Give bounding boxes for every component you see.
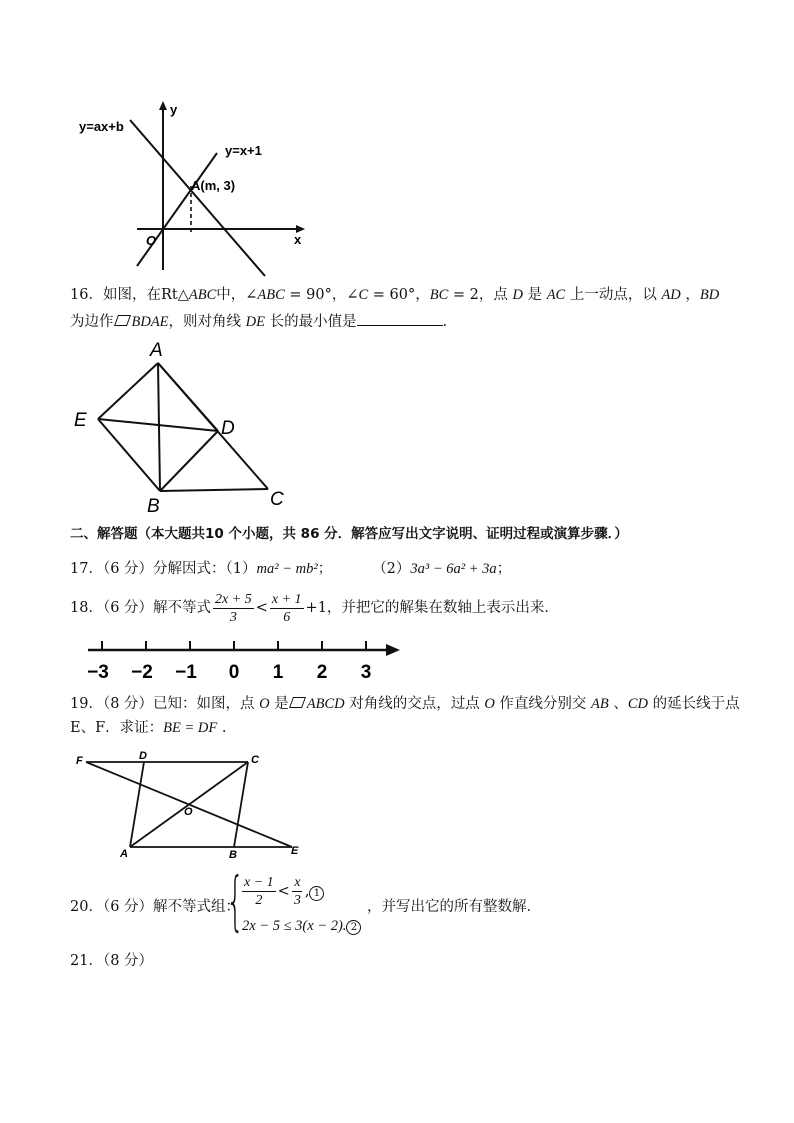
label-b: B: [229, 849, 237, 861]
label-c: C: [270, 489, 284, 510]
tick-label: −1: [175, 662, 197, 683]
number-line: [80, 634, 410, 684]
q20-prefix: 20．（6 分）解不等式组：: [70, 899, 241, 915]
number-line-arrow-icon: [386, 644, 400, 656]
linear-functions-graph: [75, 98, 315, 278]
circled-one: 1: [309, 886, 324, 901]
label-a: A: [150, 340, 163, 361]
label-d: D: [221, 418, 235, 439]
label-x: x: [294, 232, 302, 247]
label-f: F: [76, 755, 83, 767]
label-d: D: [139, 750, 147, 762]
label-o: O: [184, 806, 193, 818]
fraction-2: $\frac{x + 1}{6}$: [271, 591, 302, 625]
label-y-x-1: y=x+1: [225, 143, 262, 158]
parallelogram-icon: [113, 315, 130, 326]
q19-line1: 19．（8 分）已知：如图，点 O 是 ABCD 对角线的交点，过点 O 作直线分别交 AB 、CD 的延长线于点: [70, 696, 740, 712]
label-c: C: [251, 754, 259, 766]
tick-label: 3: [360, 662, 372, 683]
line-y-x-1: [137, 153, 217, 266]
section-heading: 二、解答题（本大题共10 个小题，共 86 分．解答应写出文字说明、证明过程或演算步骤．）: [70, 526, 628, 542]
label-e: E: [291, 845, 299, 857]
q21: 21．（8 分）: [70, 953, 154, 969]
circled-two: 2: [346, 920, 361, 935]
q20-suffix: ，并写出它的所有整数解．: [367, 899, 541, 915]
label-b: B: [147, 496, 160, 517]
label-a: A: [120, 848, 128, 860]
answer-blank: [357, 311, 443, 326]
figure-16: [70, 335, 300, 520]
q16-line2: 为边作 BDAE，则对角线 DE 长的最小值是 ．: [70, 311, 457, 332]
y-axis-arrow-icon: [159, 101, 167, 110]
parallelogram-icon: [289, 697, 306, 708]
q20-ineq2: 2x − 5 ≤ 3(x − 2). 2: [242, 918, 361, 935]
figure-19: [72, 748, 312, 863]
tick-label: 0: [228, 662, 240, 683]
label-e: E: [74, 410, 87, 431]
label-y: y: [170, 102, 178, 117]
q16-line1: 16．如图，在Rt△ABC中，∠ABC = 90°，∠C = 60°，BC = 2，点 D 是 AC 上一动点，以 AD ，BD: [70, 287, 720, 303]
q19-line2: E、F．求证：BE = DF .: [70, 720, 227, 736]
tick-label: 2: [316, 662, 328, 683]
q17: 17．（6 分）分解因式：（1）ma² − mb²； （2）3a³ − 6a² + 3a；: [70, 561, 512, 577]
tick-label: −3: [87, 662, 109, 683]
q18: 18．（6 分）解不等式 $\frac{2x + 5}{3}$ < $\frac{x + 1}{6}$ +1，并把它的解集在数轴上表示出来．: [70, 591, 559, 625]
tick-label: 1: [272, 662, 284, 683]
q20-brace: {: [226, 865, 245, 939]
tick-label: −2: [131, 662, 153, 683]
label-point-a: A(m, 3): [191, 178, 236, 193]
label-y-ax-b: y=ax+b: [79, 119, 124, 134]
q20-ineq1: $\frac{x - 1}{2}$ < $\frac{x}{3}$ , 1: [240, 874, 324, 909]
label-origin: O: [146, 233, 157, 248]
fraction-1: $\frac{2x + 5}{3}$: [215, 591, 252, 625]
